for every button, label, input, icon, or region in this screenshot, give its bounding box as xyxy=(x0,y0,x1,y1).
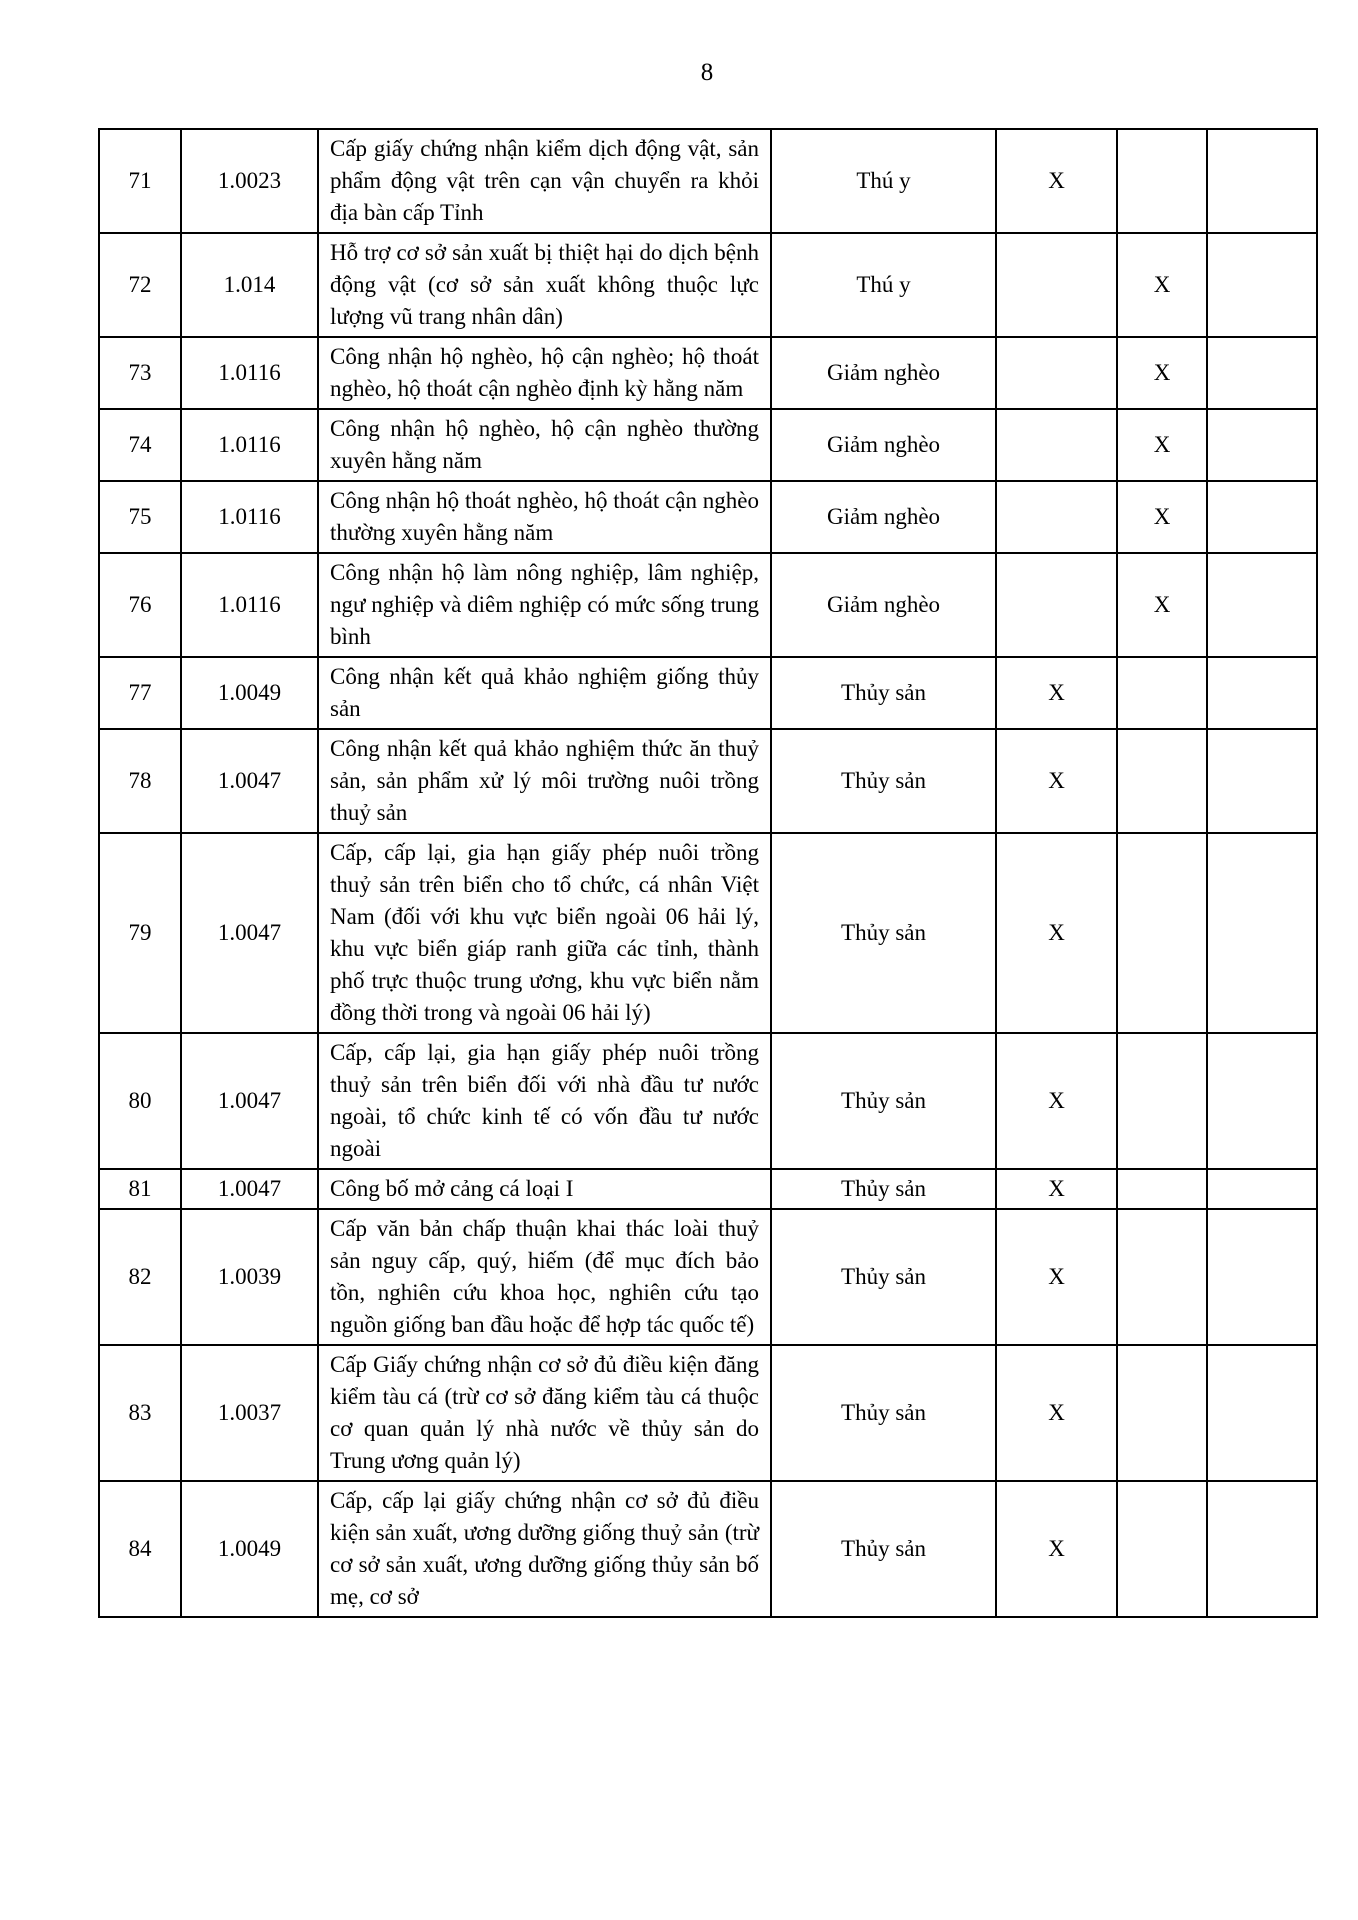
mark-level-1-cell xyxy=(996,337,1117,409)
row-number-cell: 76 xyxy=(99,553,181,657)
procedure-code-cell: 1.0047 xyxy=(181,833,318,1033)
field-cell: Giảm nghèo xyxy=(771,481,996,553)
mark-level-2-cell xyxy=(1117,1169,1207,1209)
procedure-name-cell: Công nhận kết quả khảo nghiệm thức ăn thuỷ sản, sản phẩm xử lý môi trường nuôi trồng thuỷ sản xyxy=(318,729,771,833)
procedures-table xyxy=(98,128,1318,1618)
row-number-cell: 81 xyxy=(99,1169,181,1209)
mark-level-2-cell xyxy=(1117,1345,1207,1481)
field-cell: Thủy sản xyxy=(771,1481,996,1617)
table-row xyxy=(99,337,1317,409)
procedure-code-cell: 1.0047 xyxy=(181,1033,318,1169)
mark-level-3-cell xyxy=(1207,1481,1317,1617)
procedure-name-cell: Hỗ trợ cơ sở sản xuất bị thiệt hại do dịch bệnh động vật (cơ sở sản xuất không thuộc lực lượng vũ trang nhân dân) xyxy=(318,233,771,337)
row-number-cell: 74 xyxy=(99,409,181,481)
mark-level-3-cell xyxy=(1207,729,1317,833)
row-number-cell: 77 xyxy=(99,657,181,729)
mark-level-1-cell: X xyxy=(996,129,1117,233)
mark-level-1-cell: X xyxy=(996,729,1117,833)
table-row xyxy=(99,553,1317,657)
mark-level-1-cell xyxy=(996,481,1117,553)
row-number-cell: 79 xyxy=(99,833,181,1033)
mark-level-3-cell xyxy=(1207,1345,1317,1481)
procedure-name-cell: Cấp văn bản chấp thuận khai thác loài thuỷ sản nguy cấp, quý, hiếm (để mục đích bảo tồn, nghiên cứu khoa học, nghiên cứu tạo nguồn giống ban đầu hoặc để hợp tác quốc tế) xyxy=(318,1209,771,1345)
procedure-name-cell: Cấp, cấp lại, gia hạn giấy phép nuôi trồng thuỷ sản trên biển cho tổ chức, cá nhân Việt Nam (đối với khu vực biển ngoài 06 hải lý, khu vực biển giáp ranh giữa các tỉnh, thành phố trực thuộc trung ương, khu vực biển nằm đồng thời trong và ngoài 06 hải lý) xyxy=(318,833,771,1033)
procedure-name-cell: Cấp Giấy chứng nhận cơ sở đủ điều kiện đăng kiểm tàu cá (trừ cơ sở đăng kiểm tàu cá thuộc cơ quan quản lý nhà nước về thủy sản do Trung ương quản lý) xyxy=(318,1345,771,1481)
row-number-cell: 80 xyxy=(99,1033,181,1169)
table-row xyxy=(99,1209,1317,1345)
mark-level-2-cell xyxy=(1117,729,1207,833)
table-row xyxy=(99,129,1317,233)
mark-level-2-cell: X xyxy=(1117,409,1207,481)
mark-level-2-cell xyxy=(1117,1481,1207,1617)
procedure-code-cell: 1.0049 xyxy=(181,657,318,729)
procedure-name-cell: Cấp giấy chứng nhận kiểm dịch động vật, sản phẩm động vật trên cạn vận chuyển ra khỏi địa bàn cấp Tỉnh xyxy=(318,129,771,233)
mark-level-2-cell xyxy=(1117,833,1207,1033)
table-row xyxy=(99,833,1317,1033)
table-row xyxy=(99,1033,1317,1169)
mark-level-1-cell: X xyxy=(996,1209,1117,1345)
field-cell: Thủy sản xyxy=(771,1209,996,1345)
mark-level-3-cell xyxy=(1207,1209,1317,1345)
row-number-cell: 73 xyxy=(99,337,181,409)
table-row xyxy=(99,729,1317,833)
procedures-table-body xyxy=(99,129,1317,1617)
mark-level-3-cell xyxy=(1207,129,1317,233)
procedure-name-cell: Công nhận hộ nghèo, hộ cận nghèo thường xuyên hằng năm xyxy=(318,409,771,481)
mark-level-3-cell xyxy=(1207,481,1317,553)
mark-level-3-cell xyxy=(1207,833,1317,1033)
mark-level-1-cell: X xyxy=(996,1481,1117,1617)
mark-level-1-cell: X xyxy=(996,1169,1117,1209)
table-row xyxy=(99,657,1317,729)
procedure-name-cell: Công nhận hộ nghèo, hộ cận nghèo; hộ thoát nghèo, hộ thoát cận nghèo định kỳ hằng năm xyxy=(318,337,771,409)
mark-level-3-cell xyxy=(1207,409,1317,481)
row-number-cell: 82 xyxy=(99,1209,181,1345)
field-cell: Thú y xyxy=(771,129,996,233)
procedure-code-cell: 1.0023 xyxy=(181,129,318,233)
mark-level-3-cell xyxy=(1207,553,1317,657)
row-number-cell: 75 xyxy=(99,481,181,553)
procedure-code-cell: 1.0047 xyxy=(181,1169,318,1209)
table-row xyxy=(99,481,1317,553)
row-number-cell: 72 xyxy=(99,233,181,337)
mark-level-3-cell xyxy=(1207,337,1317,409)
field-cell: Thủy sản xyxy=(771,833,996,1033)
row-number-cell: 84 xyxy=(99,1481,181,1617)
procedure-code-cell: 1.0116 xyxy=(181,481,318,553)
field-cell: Thủy sản xyxy=(771,657,996,729)
mark-level-2-cell: X xyxy=(1117,337,1207,409)
procedure-name-cell: Công bố mở cảng cá loại I xyxy=(318,1169,771,1209)
field-cell: Giảm nghèo xyxy=(771,553,996,657)
procedure-code-cell: 1.0116 xyxy=(181,553,318,657)
mark-level-2-cell xyxy=(1117,1033,1207,1169)
field-cell: Thủy sản xyxy=(771,1169,996,1209)
mark-level-1-cell xyxy=(996,409,1117,481)
mark-level-3-cell xyxy=(1207,233,1317,337)
mark-level-1-cell: X xyxy=(996,833,1117,1033)
field-cell: Thủy sản xyxy=(771,1033,996,1169)
procedure-name-cell: Công nhận hộ thoát nghèo, hộ thoát cận nghèo thường xuyên hằng năm xyxy=(318,481,771,553)
field-cell: Thủy sản xyxy=(771,729,996,833)
procedure-name-cell: Cấp, cấp lại giấy chứng nhận cơ sở đủ điều kiện sản xuất, ương dưỡng giống thuỷ sản (trừ cơ sở sản xuất, ương dưỡng giống thủy sản bố mẹ, cơ sở xyxy=(318,1481,771,1617)
mark-level-1-cell xyxy=(996,233,1117,337)
mark-level-2-cell xyxy=(1117,657,1207,729)
table-row xyxy=(99,1169,1317,1209)
mark-level-3-cell xyxy=(1207,657,1317,729)
page-number: 8 xyxy=(700,59,714,86)
mark-level-2-cell xyxy=(1117,129,1207,233)
row-number-cell: 78 xyxy=(99,729,181,833)
procedure-name-cell: Công nhận kết quả khảo nghiệm giống thủy sản xyxy=(318,657,771,729)
procedure-code-cell: 1.0116 xyxy=(181,409,318,481)
field-cell: Giảm nghèo xyxy=(771,409,996,481)
table-row xyxy=(99,233,1317,337)
mark-level-1-cell: X xyxy=(996,657,1117,729)
mark-level-3-cell xyxy=(1207,1169,1317,1209)
mark-level-2-cell xyxy=(1117,1209,1207,1345)
mark-level-3-cell xyxy=(1207,1033,1317,1169)
field-cell: Thủy sản xyxy=(771,1345,996,1481)
table-row xyxy=(99,1345,1317,1481)
mark-level-1-cell xyxy=(996,553,1117,657)
procedure-code-cell: 1.0116 xyxy=(181,337,318,409)
mark-level-2-cell: X xyxy=(1117,481,1207,553)
procedure-code-cell: 1.0049 xyxy=(181,1481,318,1617)
procedure-code-cell: 1.0039 xyxy=(181,1209,318,1345)
table-row xyxy=(99,1481,1317,1617)
mark-level-1-cell: X xyxy=(996,1345,1117,1481)
mark-level-2-cell: X xyxy=(1117,233,1207,337)
field-cell: Giảm nghèo xyxy=(771,337,996,409)
procedure-code-cell: 1.0047 xyxy=(181,729,318,833)
procedure-name-cell: Công nhận hộ làm nông nghiệp, lâm nghiệp, ngư nghiệp và diêm nghiệp có mức sống trung bình xyxy=(318,553,771,657)
field-cell: Thú y xyxy=(771,233,996,337)
row-number-cell: 83 xyxy=(99,1345,181,1481)
mark-level-2-cell: X xyxy=(1117,553,1207,657)
row-number-cell: 71 xyxy=(99,129,181,233)
procedure-code-cell: 1.0037 xyxy=(181,1345,318,1481)
mark-level-1-cell: X xyxy=(996,1033,1117,1169)
table-row xyxy=(99,409,1317,481)
procedure-name-cell: Cấp, cấp lại, gia hạn giấy phép nuôi trồng thuỷ sản trên biển đối với nhà đầu tư nước ngoài, tổ chức kinh tế có vốn đầu tư nước ngoài xyxy=(318,1033,771,1169)
procedure-code-cell: 1.014 xyxy=(181,233,318,337)
